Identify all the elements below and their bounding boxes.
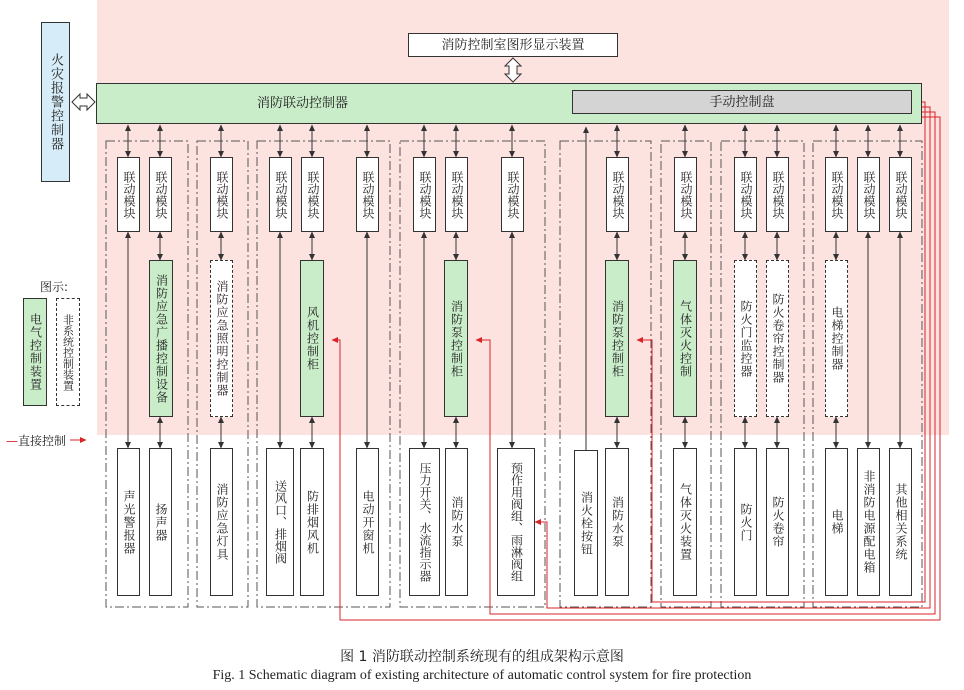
double-arrow-alarm xyxy=(72,94,95,110)
fire-pump-cabinet-1: 消防泵控制柜 xyxy=(444,260,468,417)
linkage-module: 联动模块 xyxy=(674,157,697,232)
linkage-module: 联动模块 xyxy=(117,157,140,232)
device-fire-water-pump-1: 消防水泵 xyxy=(445,448,468,596)
legend-direct-control-label: —直接控制 xyxy=(6,434,67,448)
linkage-module: 联动模块 xyxy=(269,157,292,232)
legend-electrical-device: 电气控制装置 xyxy=(23,298,47,406)
linkage-controller-label: 消防联动控制器 xyxy=(257,96,349,111)
device-exhaust-fan: 防排烟风机 xyxy=(300,448,324,596)
fire-shutter-controller: 防火卷帘控制器 xyxy=(766,260,789,417)
linkage-module: 联动模块 xyxy=(413,157,436,232)
device-hydrant-button: 消火栓按钮 xyxy=(574,450,598,596)
graphic-display-device: 消防控制室图形显示装置 xyxy=(408,33,618,57)
figure-caption-cn: 图 1 消防联动控制系统现有的组成架构示意图 xyxy=(340,649,624,665)
fan-control-cabinet: 风机控制柜 xyxy=(300,260,324,417)
fire-pump-cabinet-2: 消防泵控制柜 xyxy=(605,260,629,417)
linkage-module: 联动模块 xyxy=(734,157,757,232)
fire-alarm-controller: 火灾报警控制器 xyxy=(41,22,70,182)
device-other-systems: 其他相关系统 xyxy=(889,448,912,596)
figure-caption-en: Fig. 1 Schematic diagram of existing architecture of automatic control system for fire protection xyxy=(212,668,752,683)
linkage-module: 联动模块 xyxy=(210,157,233,232)
device-power-distribution: 非消防电源配电箱 xyxy=(857,448,880,596)
elevator-controller: 电梯控制器 xyxy=(825,260,848,417)
linkage-module: 联动模块 xyxy=(356,157,379,232)
device-speaker: 扬声器 xyxy=(149,448,172,596)
device-fire-door: 防火门 xyxy=(734,448,757,596)
linkage-module: 联动模块 xyxy=(825,157,848,232)
broadcast-controller: 消防应急广播控制设备 xyxy=(149,260,173,417)
manual-control-panel: 手动控制盘 xyxy=(572,90,912,114)
device-valve-group: 预作用阀组、雨淋阀组 xyxy=(497,448,535,596)
legend-non-system-device: 非系统控制装置 xyxy=(56,298,80,406)
device-fire-shutter: 防火卷帘 xyxy=(766,448,789,596)
device-fire-water-pump-2: 消防水泵 xyxy=(605,448,629,596)
lighting-controller: 消防应急照明控制器 xyxy=(210,260,233,417)
device-gas-extinguisher: 气体灭火装置 xyxy=(673,448,697,596)
legend-title: 图示: xyxy=(40,280,69,294)
device-elevator: 电梯 xyxy=(825,448,848,596)
linkage-module: 联动模块 xyxy=(149,157,172,232)
device-electric-window: 电动开窗机 xyxy=(356,448,379,596)
linkage-module: 联动模块 xyxy=(766,157,789,232)
linkage-module: 联动模块 xyxy=(889,157,912,232)
linkage-module: 联动模块 xyxy=(501,157,524,232)
fire-door-monitor: 防火门监控器 xyxy=(734,260,757,417)
device-emergency-lamp: 消防应急灯具 xyxy=(210,448,233,596)
device-vent-valve: 送风口、排烟阀 xyxy=(266,448,294,596)
legend-direct-control-text: 直接控制 xyxy=(18,434,67,448)
linkage-module: 联动模块 xyxy=(857,157,880,232)
linkage-module: 联动模块 xyxy=(301,157,324,232)
linkage-module: 联动模块 xyxy=(606,157,629,232)
linkage-module: 联动模块 xyxy=(445,157,468,232)
device-pressure-switch: 压力开关、水流指示器 xyxy=(409,448,440,596)
device-audible-alarm: 声光警报器 xyxy=(117,448,140,596)
gas-extinguish-controller: 气体灭火控制 xyxy=(673,260,697,417)
